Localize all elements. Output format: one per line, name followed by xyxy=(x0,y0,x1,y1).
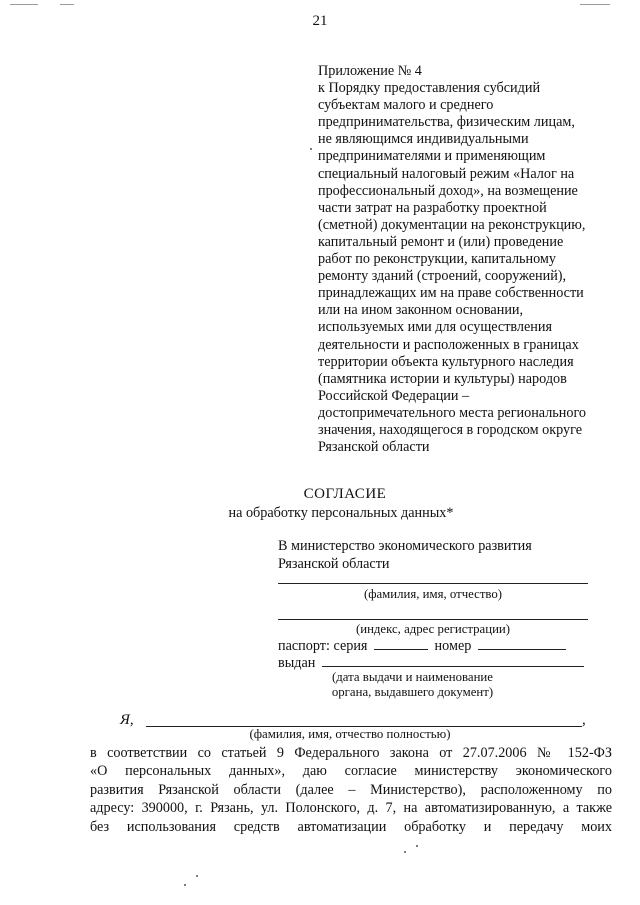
scan-artifact-top xyxy=(580,4,610,5)
page-number: 21 xyxy=(312,13,328,29)
appendix-line: используемых ими для осуществления xyxy=(318,319,553,336)
appendix-line: деятельности и расположенных в границах xyxy=(318,336,579,353)
body-text-line: развития Рязанской области (далее – Министерство), расположенному по xyxy=(90,781,612,798)
appendix-line: профессиональный доход», на возмещение xyxy=(318,182,578,199)
addressee-block xyxy=(278,537,532,573)
appendix-line: специальный налоговый режим «Налог на xyxy=(318,165,575,182)
issued-caption-line1: (дата выдачи и наименование xyxy=(332,670,493,684)
body-text-line: без использования средств автоматизации обработку и передачу моих xyxy=(90,818,612,835)
passport-series-label: паспорт: серия xyxy=(278,638,368,654)
appendix-line: Российской Федерации – xyxy=(318,387,470,404)
scan-artifact-top xyxy=(10,4,38,5)
appendix-line: работ по реконструкции, капитальному xyxy=(318,251,556,268)
appendix-line: ремонту зданий (строений, сооружений), xyxy=(318,268,567,285)
appendix-line: достопримечательного места регионального xyxy=(318,404,587,421)
appendix-line: значения, находящегося в городском округе xyxy=(318,421,583,438)
appendix-line: Рязанской области xyxy=(318,439,430,456)
scan-speck xyxy=(184,884,186,886)
issued-blank[interactable] xyxy=(322,653,584,667)
ya-label: Я, xyxy=(120,712,134,728)
appendix-line: части затрат на разработку проектной xyxy=(318,199,547,216)
issued-caption-line2: органа, выдавшего документ) xyxy=(331,685,494,699)
addressee-line: В министерство экономического развития xyxy=(278,538,532,554)
body-text-line: «О персональных данных», даю согласие министерству экономического xyxy=(90,763,612,780)
appendix-line: Приложение № 4 xyxy=(318,63,422,79)
passport-number-blank[interactable] xyxy=(478,636,566,650)
appendix-line: не являющимся индивидуальными xyxy=(318,131,529,148)
scan-speck xyxy=(404,851,406,853)
scan-speck xyxy=(310,148,312,150)
body-text-line: адресу: 390000, г. Рязань, ул. Полонского, д. 7, на автоматизированную, а также xyxy=(90,800,612,817)
addressee-line: Рязанской области xyxy=(278,556,390,572)
address-caption: (индекс, адрес регистрации) xyxy=(355,622,511,636)
appendix-line: предпринимателями и применяющим xyxy=(318,148,546,165)
address-blank-line[interactable] xyxy=(278,619,588,620)
scan-speck xyxy=(196,875,198,877)
consent-title: СОГЛАСИЕ xyxy=(303,486,387,502)
consent-subtitle: на обработку персональных данных* xyxy=(228,505,454,521)
appendix-line: принадлежащих им на праве собственности xyxy=(318,285,584,302)
appendix-line: территории объекта культурного наследия xyxy=(318,353,574,370)
scan-speck xyxy=(416,845,418,847)
issued-label: выдан xyxy=(278,655,316,671)
appendix-line: предпринимательства, физическим лицам, xyxy=(318,114,575,131)
appendix-header xyxy=(318,63,618,456)
body-text-line: в соответствии со статьей 9 Федерального закона от 27.07.2006 № 152-ФЗ xyxy=(90,745,612,761)
appendix-line: субъектам малого и среднего xyxy=(318,97,494,114)
appendix-line: или на ином законном основании, xyxy=(318,302,524,319)
appendix-line: (сметной) документации на реконструкцию, xyxy=(318,216,586,233)
scan-artifact-top xyxy=(60,4,74,5)
fio-caption: (фамилия, имя, отчество) xyxy=(363,587,503,601)
consent-body-text xyxy=(90,744,612,836)
appendix-line: капитальный ремонт и (или) проведение xyxy=(318,233,564,250)
ya-comma: , xyxy=(582,712,586,728)
passport-number-label: номер xyxy=(434,638,472,654)
full-fio-caption: (фамилия, имя, отчество полностью) xyxy=(249,727,451,741)
appendix-line: (памятника истории и культуры) народов xyxy=(318,370,567,387)
fio-blank-line[interactable] xyxy=(278,583,588,584)
appendix-line: к Порядку предоставления субсидий xyxy=(318,80,541,97)
passport-series-blank[interactable] xyxy=(374,636,428,650)
